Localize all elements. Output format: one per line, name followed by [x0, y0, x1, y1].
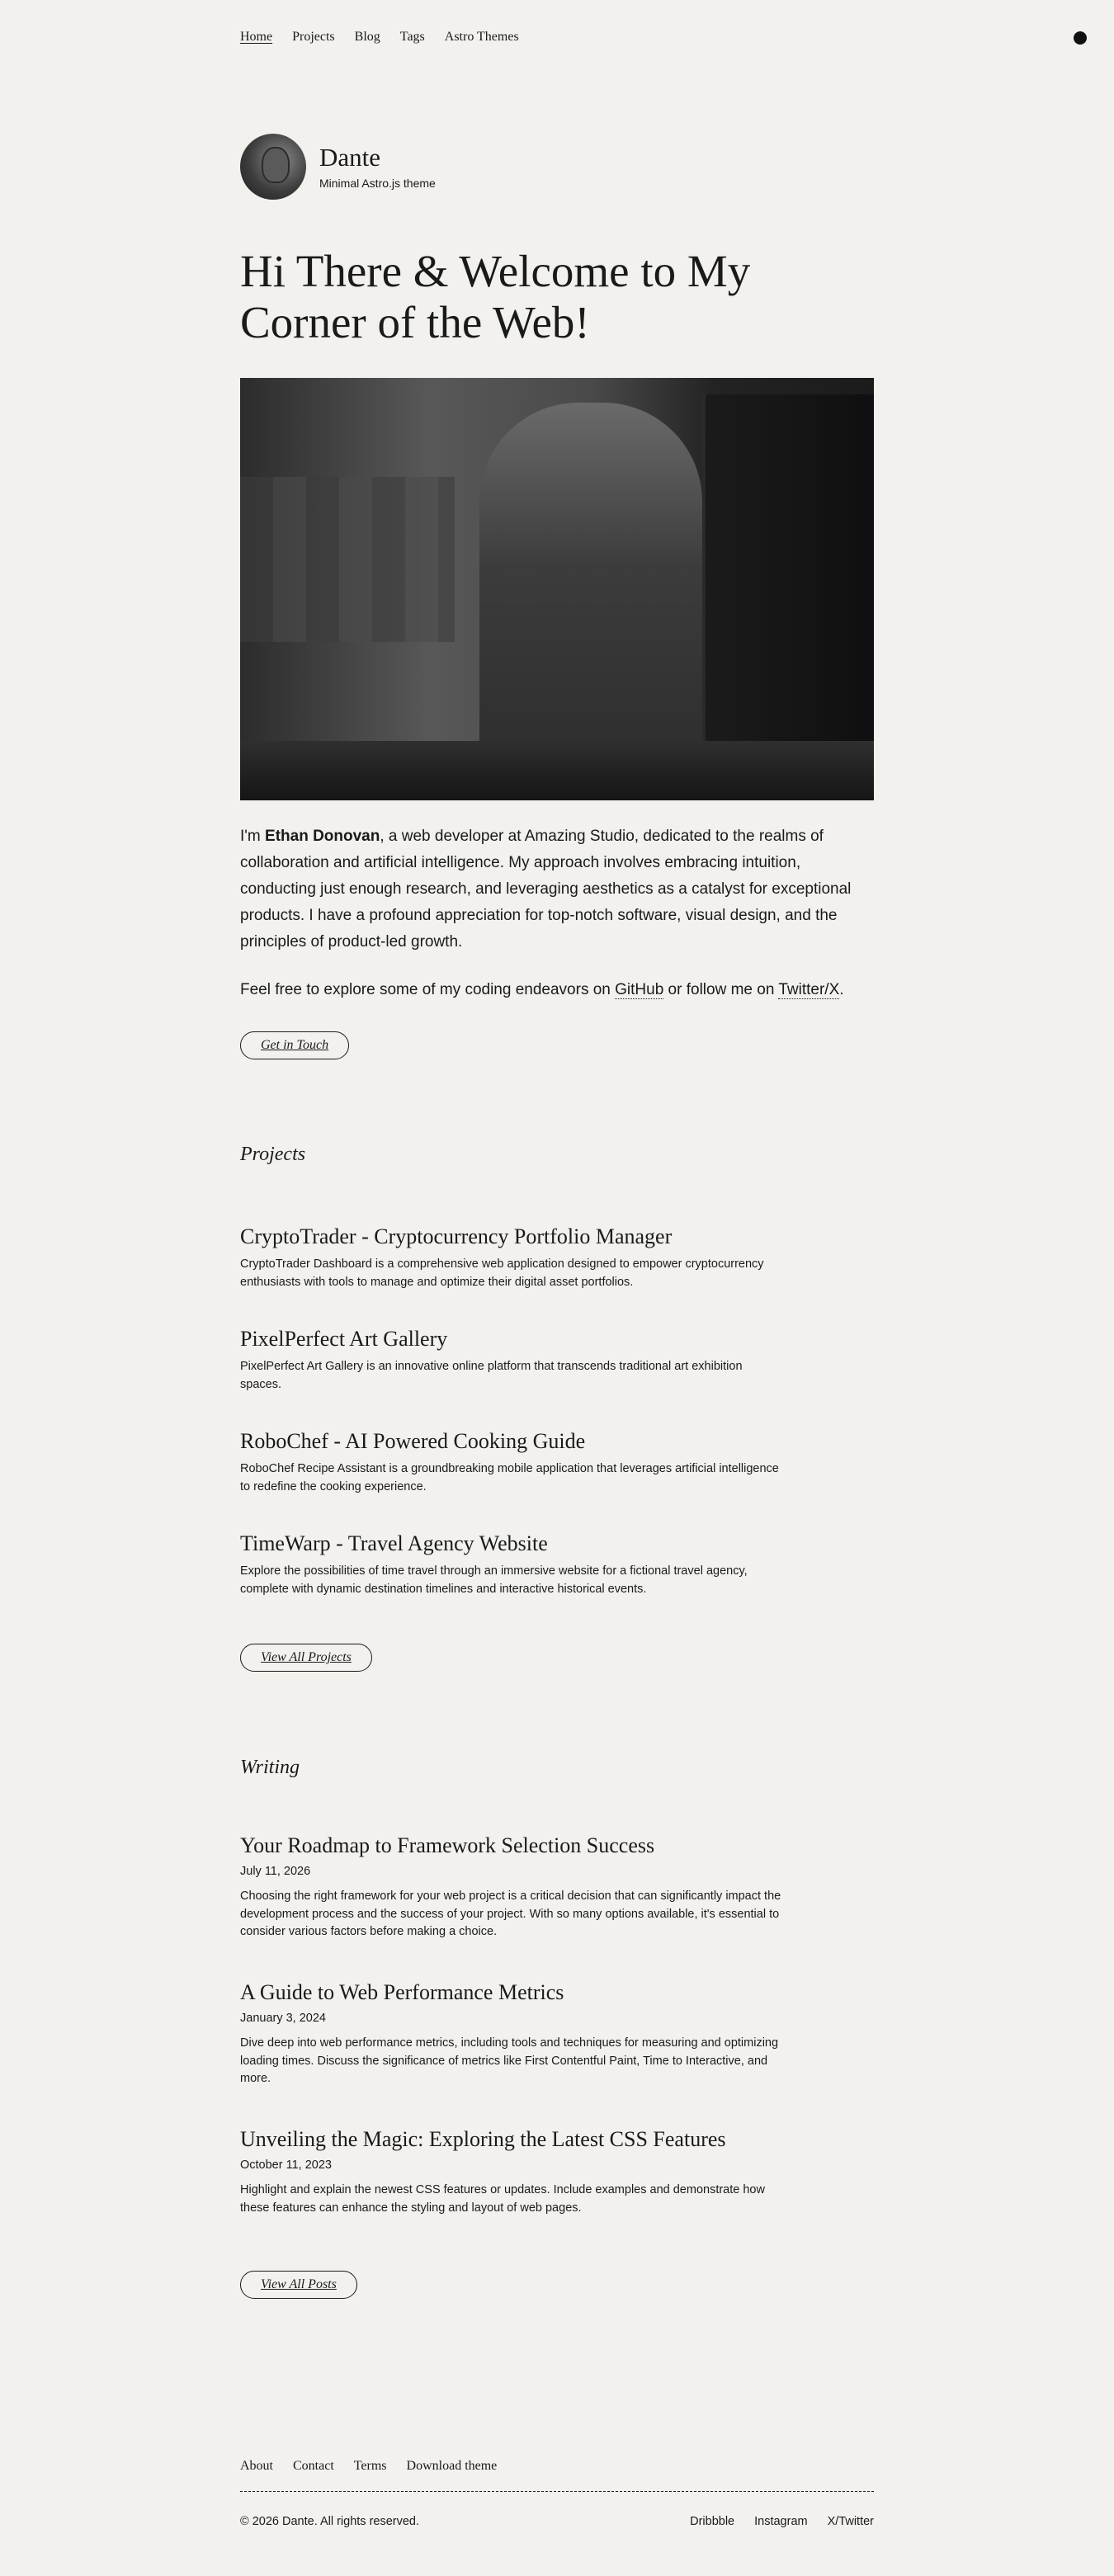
project-title[interactable]: RoboChef - AI Powered Cooking Guide	[240, 1429, 586, 1453]
post-item	[240, 1833, 785, 1941]
post-title[interactable]: A Guide to Web Performance Metrics	[240, 1980, 564, 2004]
follow-suffix: .	[839, 981, 844, 998]
bio-intro: I'm	[240, 828, 266, 845]
post-excerpt: Dive deep into web performance metrics, including tools and techniques for measuring and optimizing loading times. Discuss the significance of metrics like First Contentful Paint, Time to Interactive, and more.	[240, 2036, 779, 2086]
project-title[interactable]: CryptoTrader - Cryptocurrency Portfolio Manager	[240, 1224, 673, 1248]
instagram-link[interactable]: Instagram	[754, 2515, 808, 2528]
project-item	[240, 1327, 785, 1394]
post-excerpt: Choosing the right framework for your web project is a critical decision that can significantly impact the development process and the success of your project. With so many options available, it's essential to consider various factors before making a choice.	[240, 1889, 781, 1939]
nav-blog-link[interactable]: Blog	[354, 30, 380, 44]
project-description: RoboChef Recipe Assistant is a groundbreaking mobile application that leverages artificial intelligence to redefine the cooking experience.	[240, 1461, 779, 1493]
social-links	[653, 2515, 874, 2528]
bio-text: , a web developer at Amazing Studio, dedicated to the realms of collaboration and artificial intelligence. My approach involves embracing intuition, conducting just enough research, and leveraging aesthetics as a catalyst for exceptional products. I have a profound appreciation for top-notch software, visual design, and the principles of product-led growth.	[240, 828, 852, 951]
view-all-posts-button[interactable]: View All Posts	[240, 2271, 357, 2299]
hero-image-shelf	[240, 477, 455, 642]
footer-terms-link[interactable]: Terms	[353, 2459, 387, 2473]
nav-home-link[interactable]: Home	[240, 30, 273, 44]
project-item	[240, 1531, 785, 1598]
project-description: PixelPerfect Art Gallery is an innovative online platform that transcends traditional art exhibition spaces.	[240, 1359, 743, 1391]
hero-image-monitor	[702, 394, 874, 757]
follow-middle: or follow me on	[663, 981, 779, 998]
twitter-footer-link[interactable]: X/Twitter	[827, 2515, 874, 2528]
post-excerpt: Highlight and explain the newest CSS features or updates. Include examples and demonstrate how these features can enhance the styling and layout of web pages.	[240, 2182, 765, 2215]
project-item	[240, 1429, 785, 1496]
post-date: January 3, 2024	[240, 2011, 326, 2025]
github-link[interactable]: GitHub	[615, 981, 664, 998]
footer-download-link[interactable]: Download theme	[406, 2459, 498, 2473]
post-item	[240, 2127, 785, 2217]
main-nav	[240, 30, 519, 45]
project-title[interactable]: PixelPerfect Art Gallery	[240, 1327, 448, 1351]
copyright-text: © 2026 Dante. All rights reserved.	[240, 2515, 420, 2528]
project-description: Explore the possibilities of time travel through an immersive website for a fictional travel agency, complete with dynamic destination timelines and interactive historical events.	[240, 1564, 748, 1596]
project-item	[240, 1224, 785, 1291]
footer-nav	[240, 2459, 497, 2474]
hero-image-desk	[240, 741, 874, 800]
profile-tagline: Minimal Astro.js theme	[319, 177, 436, 191]
dribbble-link[interactable]: Dribbble	[690, 2515, 735, 2528]
footer-contact-link[interactable]: Contact	[293, 2459, 334, 2473]
post-date: July 11, 2026	[240, 1864, 311, 1878]
follow-paragraph	[240, 977, 874, 1003]
profile-name: Dante	[319, 142, 381, 172]
hero-image	[240, 378, 874, 800]
twitter-link[interactable]: Twitter/X	[778, 981, 840, 998]
follow-prefix: Feel free to explore some of my coding endeavors on	[240, 981, 616, 998]
footer-about-link[interactable]: About	[240, 2459, 273, 2473]
view-all-projects-button[interactable]: View All Projects	[240, 1644, 372, 1672]
writing-section-title: Writing	[240, 1757, 300, 1778]
post-date: October 11, 2023	[240, 2158, 332, 2172]
post-title[interactable]: Unveiling the Magic: Exploring the Latest CSS Features	[240, 2127, 726, 2151]
profile-header	[240, 134, 436, 200]
projects-section-title: Projects	[240, 1144, 306, 1165]
footer-divider	[240, 2491, 874, 2492]
project-description: CryptoTrader Dashboard is a comprehensive web application designed to empower cryptocurrency enthusiasts with tools to manage and optimize their digital asset portfolios.	[240, 1257, 764, 1289]
nav-astro-themes-link[interactable]: Astro Themes	[444, 30, 519, 44]
profile-text	[319, 144, 436, 190]
get-in-touch-button[interactable]: Get in Touch	[240, 1031, 349, 1059]
nav-tags-link[interactable]: Tags	[399, 30, 425, 44]
post-item	[240, 1980, 785, 2088]
bio-paragraph	[240, 823, 874, 955]
nav-projects-link[interactable]: Projects	[292, 30, 335, 44]
avatar	[240, 134, 306, 200]
page-title: Hi There & Welcome to My Corner of the Web!	[240, 246, 751, 348]
theme-toggle-button[interactable]	[1074, 31, 1087, 45]
project-title[interactable]: TimeWarp - Travel Agency Website	[240, 1531, 548, 1555]
post-title[interactable]: Your Roadmap to Framework Selection Success	[240, 1833, 655, 1857]
bio-name: Ethan Donovan	[265, 828, 380, 845]
